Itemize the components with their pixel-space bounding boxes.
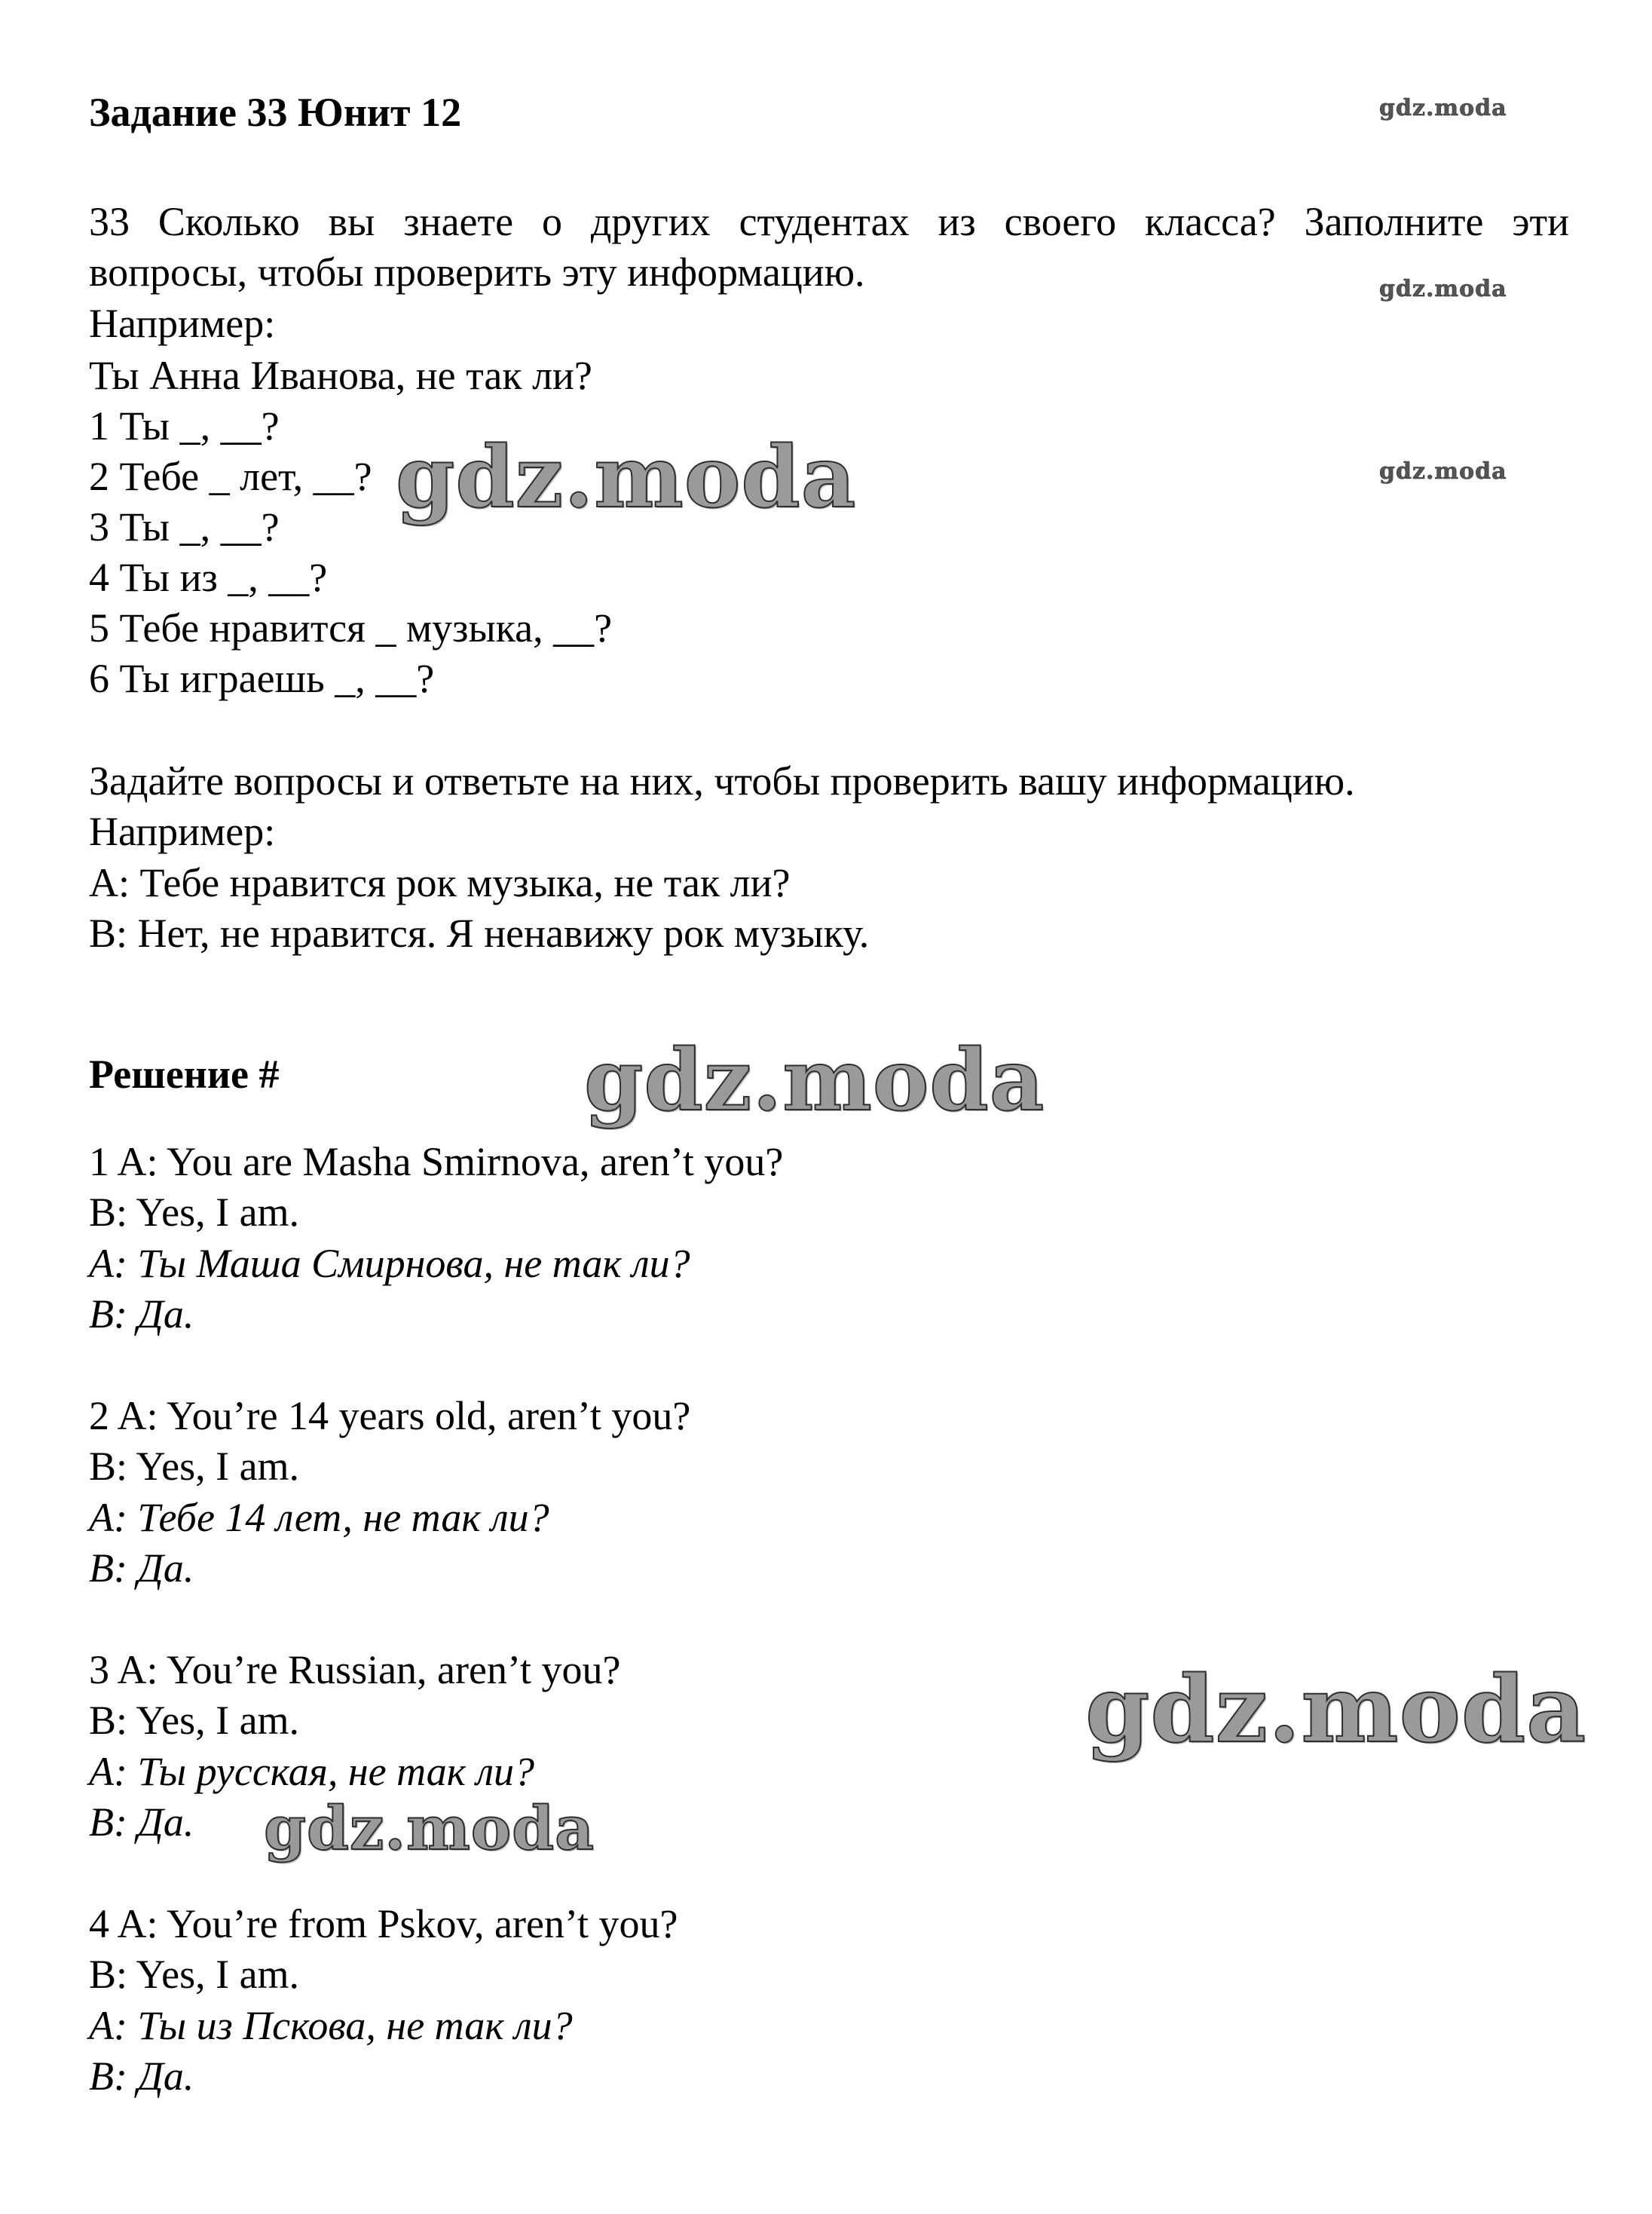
example-text: Ты Анна Иванова, не так ли? xyxy=(89,353,592,398)
answer-4-translation-question: A: Ты из Пскова, не так ли? xyxy=(89,2003,573,2048)
solution-heading: Решение # xyxy=(89,1052,280,1097)
answer-4-question: 4 A: You’re from Pskov, aren’t you? xyxy=(89,1901,678,1946)
watermark: gdz.moda xyxy=(264,1793,595,1863)
answer-4-reply: B: Yes, I am. xyxy=(89,1952,300,1997)
page-title: Задание 33 Юнит 12 xyxy=(89,90,462,135)
answer-3-translation-reply: B: Да. xyxy=(89,1799,194,1845)
watermark: gdz.moda xyxy=(1379,458,1507,485)
answer-1-reply: B: Yes, I am. xyxy=(89,1190,300,1235)
task-item-2: 2 Тебе _ лет, __? xyxy=(89,454,372,499)
answer-2-translation-question: A: Тебе 14 лет, не так ли? xyxy=(89,1495,549,1540)
task-intro-line-1: 33 Сколько вы знаете о других студентах из своего класса? Заполните эти xyxy=(89,199,1569,244)
answer-1-translation-question: A: Ты Маша Смирнова, не так ли? xyxy=(89,1241,690,1286)
example2-label: Например: xyxy=(89,809,276,854)
example-label: Например: xyxy=(89,301,276,346)
watermark: gdz.moda xyxy=(1379,276,1507,302)
example2-line-b: B: Нет, не нравится. Я ненавижу рок музыку. xyxy=(89,911,870,956)
task-item-6: 6 Ты играешь _, __? xyxy=(89,656,435,701)
task-item-4: 4 Ты из _, __? xyxy=(89,555,328,600)
answer-3-reply: B: Yes, I am. xyxy=(89,1698,300,1743)
task-item-3: 3 Ты _, __? xyxy=(89,504,280,550)
example2-line-a: A: Тебе нравится рок музыка, не так ли? xyxy=(89,860,791,905)
task-item-1: 1 Ты _, __? xyxy=(89,403,280,449)
task-item-5: 5 Тебе нравится _ музыка, __? xyxy=(89,605,613,651)
answer-3-translation-question: A: Ты русская, не так ли? xyxy=(89,1749,535,1794)
watermark: gdz.moda xyxy=(1379,95,1507,121)
answer-1-translation-reply: B: Да. xyxy=(89,1291,194,1337)
watermark: gdz.moda xyxy=(1085,1655,1587,1763)
task-intro-line-2: вопросы, чтобы проверить эту информацию. xyxy=(89,250,865,295)
task-instruction: Задайте вопросы и ответьте на них, чтобы проверить вашу информацию. xyxy=(89,758,1355,804)
answer-4-translation-reply: B: Да. xyxy=(89,2053,194,2099)
answer-2-reply: B: Yes, I am. xyxy=(89,1444,300,1489)
watermark: gdz.moda xyxy=(396,428,857,527)
watermark: gdz.moda xyxy=(584,1031,1045,1130)
answer-2-question: 2 A: You’re 14 years old, aren’t you? xyxy=(89,1393,691,1438)
answer-2-translation-reply: B: Да. xyxy=(89,1545,194,1591)
answer-3-question: 3 A: You’re Russian, aren’t you? xyxy=(89,1647,621,1692)
answer-1-question: 1 A: You are Masha Smirnova, aren’t you? xyxy=(89,1139,784,1184)
